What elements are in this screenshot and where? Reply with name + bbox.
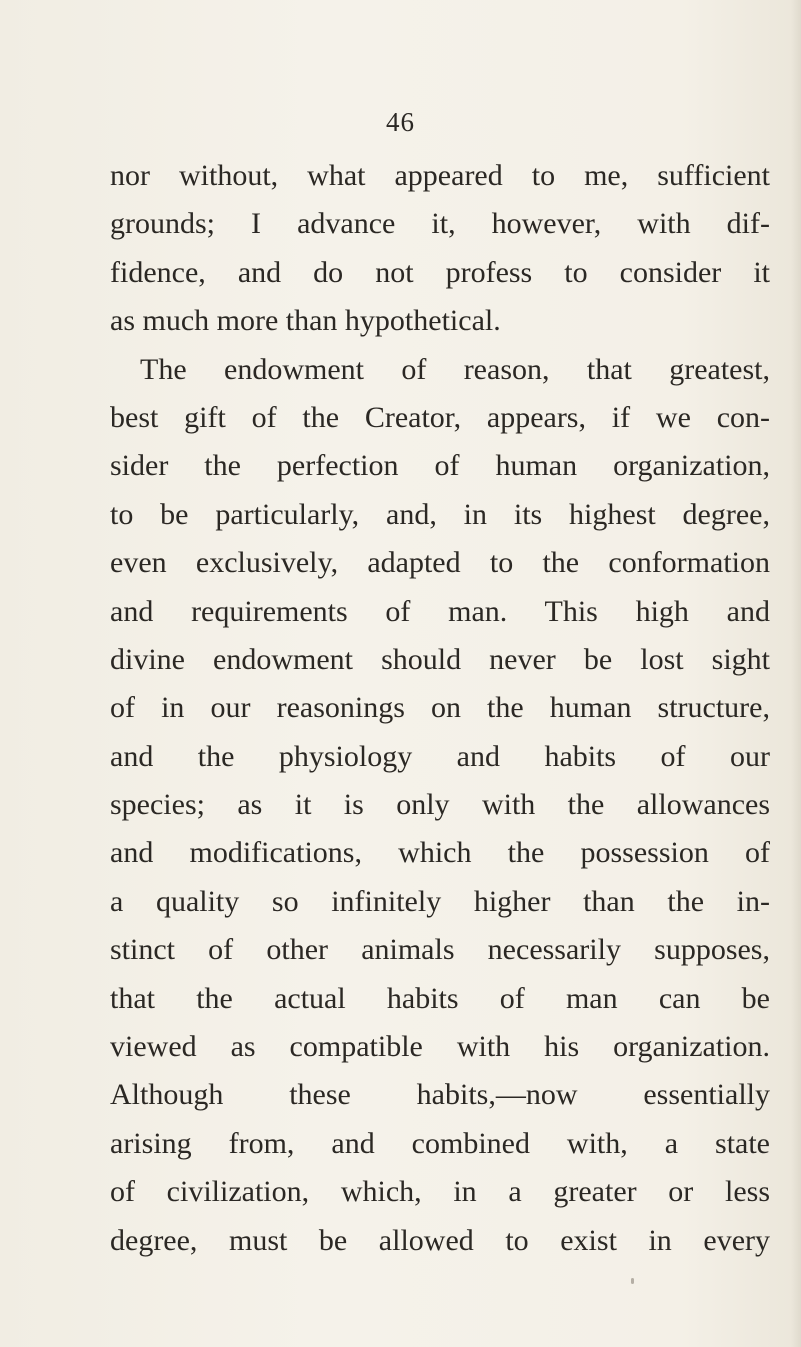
ink-speck xyxy=(631,1278,634,1284)
text-line: species; as it is only with the allowances xyxy=(110,788,770,822)
text-line: sider the perfection of human organization, xyxy=(110,449,770,483)
text-line: grounds; I advance it, however, with dif- xyxy=(110,207,770,241)
page-edge-shadow xyxy=(791,0,801,1347)
text-line: stinct of other animals necessarily supposes, xyxy=(110,933,770,967)
text-line: The endowment of reason, that greatest, xyxy=(140,352,770,386)
text-line: a quality so infinitely higher than the in- xyxy=(110,884,770,918)
text-line: arising from, and combined with, a state xyxy=(110,1126,770,1160)
text-line: nor without, what appeared to me, sufficient xyxy=(110,159,770,192)
text-line: fidence, and do not profess to consider it xyxy=(110,255,770,289)
text-line: best gift of the Creator, appears, if we con- xyxy=(110,400,770,434)
text-line: as much more than hypothetical. xyxy=(110,304,501,338)
text-line: even exclusively, adapted to the conformation xyxy=(110,546,770,580)
text-line: divine endowment should never be lost sight xyxy=(110,642,770,676)
page-number: 46 xyxy=(386,107,415,137)
text-line: and the physiology and habits of our xyxy=(110,739,770,773)
text-line: degree, must be allowed to exist in every xyxy=(110,1223,770,1257)
text-line: of civilization, which, in a greater or less xyxy=(110,1175,770,1209)
text-line: and requirements of man. This high and xyxy=(110,594,770,628)
text-line: to be particularly, and, in its highest degree, xyxy=(110,497,770,531)
text-line: and modifications, which the possession of xyxy=(110,836,770,870)
body-text xyxy=(110,152,770,1265)
text-line: viewed as compatible with his organization. xyxy=(110,1030,770,1064)
text-line: of in our reasonings on the human structure, xyxy=(110,691,770,725)
text-line: Although these habits,—now essentially xyxy=(110,1078,770,1112)
text-line: that the actual habits of man can be xyxy=(110,981,770,1015)
